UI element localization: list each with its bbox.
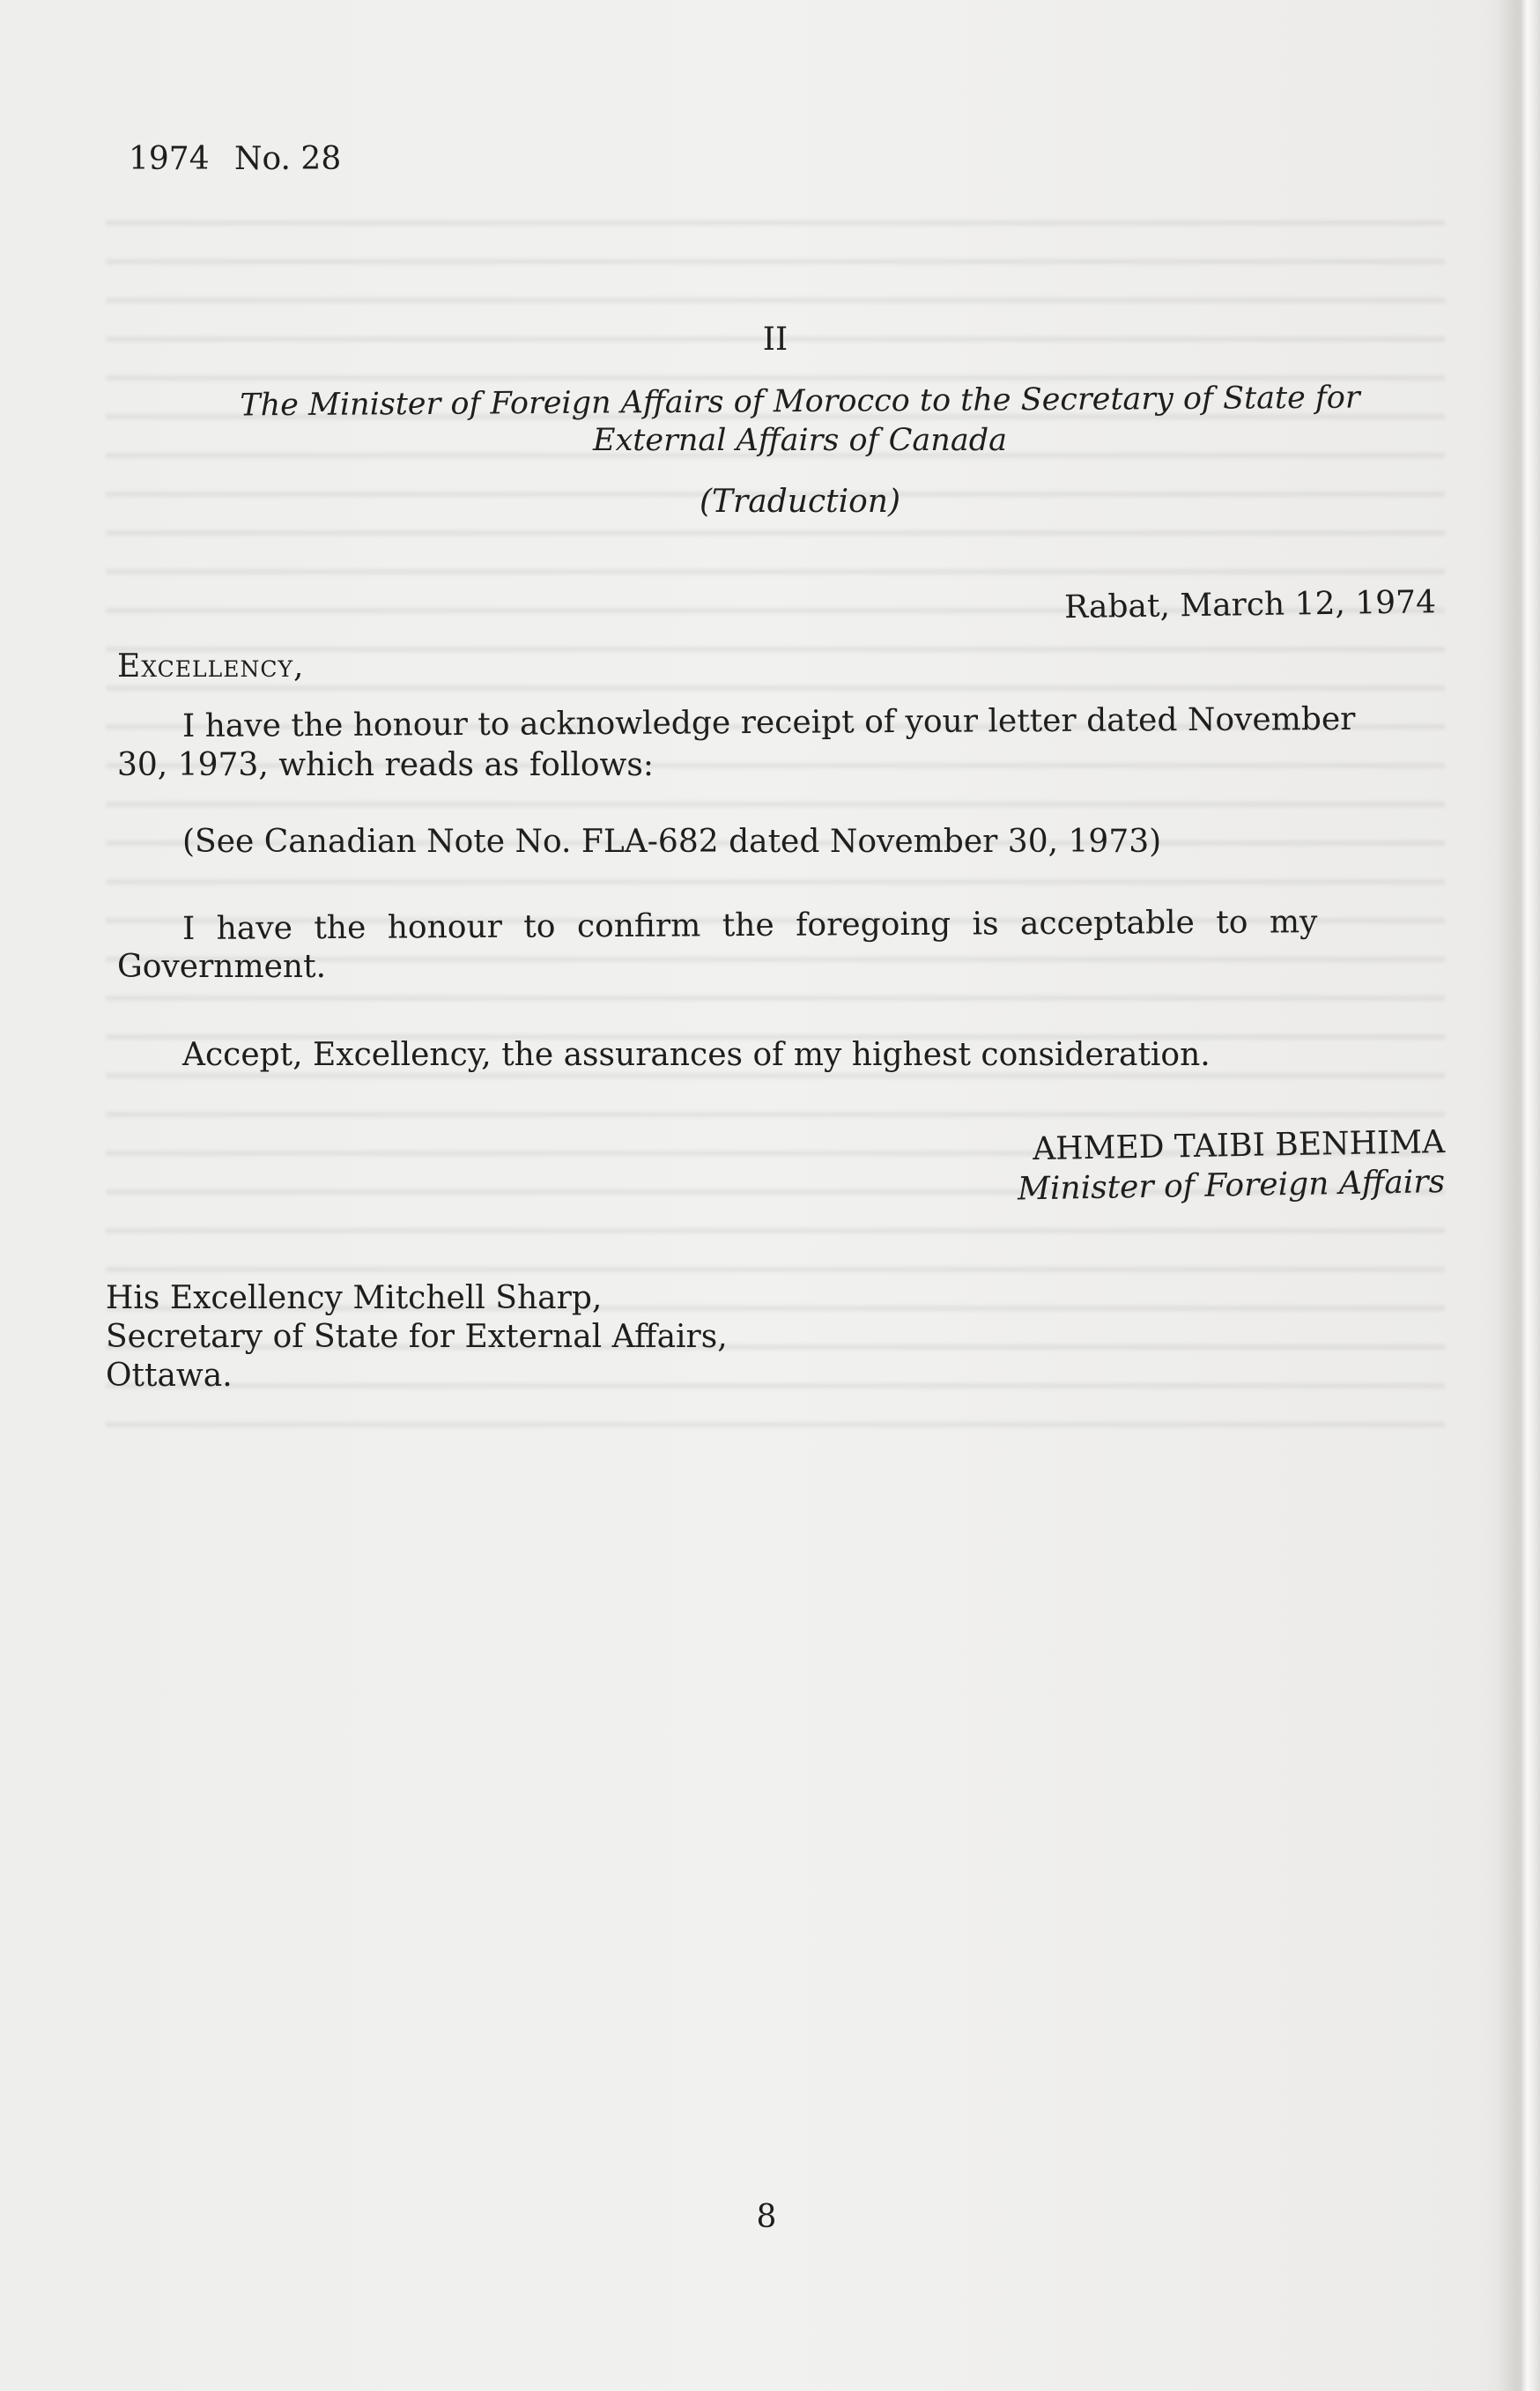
header-year: 1974 — [129, 141, 210, 177]
body-paragraph-2-line1: I have the honour to confirm the foregoing is acceptable to my — [181, 904, 1318, 947]
body-paragraph-1-line1: I have the honour to acknowledge receipt of your letter dated November — [181, 700, 1356, 744]
page-number: 8 — [756, 2199, 777, 2235]
signatory-title: Minister of Foreign Affairs — [1017, 1164, 1446, 1208]
addressee-line3: Ottawa. — [106, 1358, 233, 1394]
letter-numeral: II — [762, 322, 789, 358]
body-paragraph-1-line2: 30, 1973, which reads as follows: — [117, 747, 654, 783]
signatory-name: AHMED TAIBI BENHIMA — [1032, 1124, 1446, 1168]
addressee-line1: His Excellency Mitchell Sharp, — [106, 1280, 603, 1316]
reference-note: (See Canadian Note No. FLA-682 dated November 30, 1973) — [182, 824, 1162, 860]
place-date: Rabat, March 12, 1974 — [1063, 584, 1437, 626]
translation-note: (Traduction) — [699, 484, 900, 520]
body-paragraph-2-line2: Government. — [117, 949, 327, 985]
salutation: Excellency, — [117, 648, 305, 685]
letter-title-line2: External Affairs of Canada — [593, 423, 1007, 458]
header-number: No. 28 — [234, 141, 342, 177]
addressee-line2: Secretary of State for External Affairs, — [106, 1319, 728, 1355]
closing-line: Accept, Excellency, the assurances of my highest consideration. — [182, 1037, 1211, 1073]
letter-title-line1: The Minister of Foreign Affairs of Morocco to the Secretary of State for — [240, 380, 1360, 424]
